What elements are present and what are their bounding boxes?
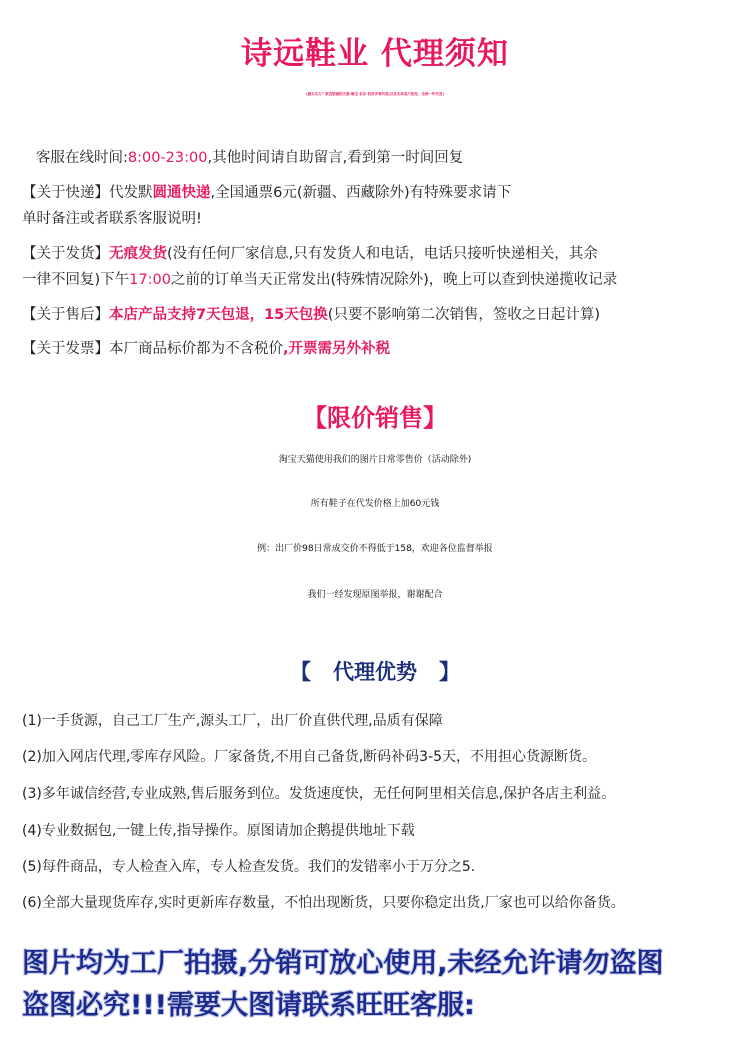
copyright-warning-line1: 图片均为工厂拍摄,分销可放心使用,未经允许请勿盗图 (22, 948, 664, 979)
aftersale-notice (22, 303, 600, 327)
shipping-notice-line2 (22, 268, 617, 292)
invoice-label: 【关于发票】 (22, 341, 109, 357)
advantage-item: (5)每件商品，专人检查入库，专人检查发货。我们的发错率小于万分之5. (22, 859, 476, 875)
aftersale-rest: (只要不影响第二次销售，签收之日起计算) (327, 307, 601, 323)
advantages-heading-text: 代理优势 (333, 660, 417, 684)
price-limit-line: 所有鞋子在代发价格上加60元钱 (310, 499, 440, 509)
advantages-heading-left: 【 (290, 660, 311, 684)
service-hours (36, 146, 463, 170)
price-limit-line: 例：出厂价98日常成交价不得低于158，欢迎各位监督举报 (257, 544, 493, 554)
service-hours-label: 客服在线时间: (36, 150, 128, 166)
express-notice (22, 181, 511, 205)
advantages-heading-right: 】 (439, 660, 460, 684)
advantage-item: (6)全部大量现货库存,实时更新库存数量，不怕出现断货，只要你稳定出货,厂家也可以给你备货。 (22, 895, 625, 911)
express-rest: ,全国通票6元(新疆、西藏除外)有特殊要求请下 (210, 185, 512, 201)
advantage-item: (1)一手货源，自己工厂生产,源头工厂，出厂价直供代理,品质有保障 (22, 713, 443, 729)
advantage-item: (3)多年诚信经营,专业成熟,售后服务到位。发货速度快，无任何阿里相关信息,保护各店主利益。 (22, 786, 616, 802)
service-hours-time: 8:00-23:00 (127, 150, 208, 166)
shipping-highlight: 无痕发货 (109, 246, 167, 262)
advantages-heading (0, 656, 750, 686)
express-notice-line2: 单时备注或者联系客服说明! (22, 211, 202, 227)
shipping-notice (22, 242, 598, 266)
express-pre: 代发默 (109, 185, 153, 201)
copyright-warning-line2: 盗图必究!!!需要大图请联系旺旺客服: (22, 990, 475, 1021)
shipping-line2-rest: 之前的订单当天正常发出(特殊情况除外)，晚上可以查到快递揽收记录 (170, 272, 618, 288)
shipping-line2-time: 17:00 (129, 272, 171, 288)
aftersale-highlight: 本店产品支持7天包退，15天包换 (109, 307, 328, 323)
aftersale-label: 【关于售后】 (22, 307, 109, 323)
shipping-line2-pre: 一律不回复)下午 (22, 272, 130, 288)
price-limit-line: 我们一经发现原图举报，谢谢配合 (307, 590, 443, 600)
price-limit-heading: 【限价销售】 (303, 404, 447, 432)
invoice-pre: 本厂商品标价都为不含税价 (109, 341, 283, 357)
express-highlight: 圆通快递 (152, 185, 211, 201)
shipping-label: 【关于发货】 (22, 246, 109, 262)
invoice-notice (22, 337, 390, 361)
page-title: 诗远鞋业 代理须知 (241, 36, 509, 72)
advantage-item: (2)加入网店代理,零库存风险。厂家备货,不用自己备货,断码补码3-5天，不用担心货源断货。 (22, 749, 597, 765)
advantage-item: (4)专业数据包,一键上传,指导操作。原图请加企鹅提供地址下载 (22, 823, 415, 839)
shipping-rest: (没有任何厂家信息,只有发货人和电话，电话只接听快递相关，其余 (167, 246, 598, 262)
page-subtitle: (源头实力厂家直销诚招天猫·淘宝·京东·拼多多等代理,以及实体客户批发、全国一件代发) (305, 92, 445, 96)
price-limit-line: 淘宝天猫使用我们的图片日常零售价（活动除外) (278, 455, 472, 465)
express-label: 【关于快递】 (22, 185, 109, 201)
service-hours-rest: ,其他时间请自助留言,看到第一时间回复 (207, 150, 464, 166)
invoice-highlight: ,开票需另外补税 (283, 341, 391, 357)
